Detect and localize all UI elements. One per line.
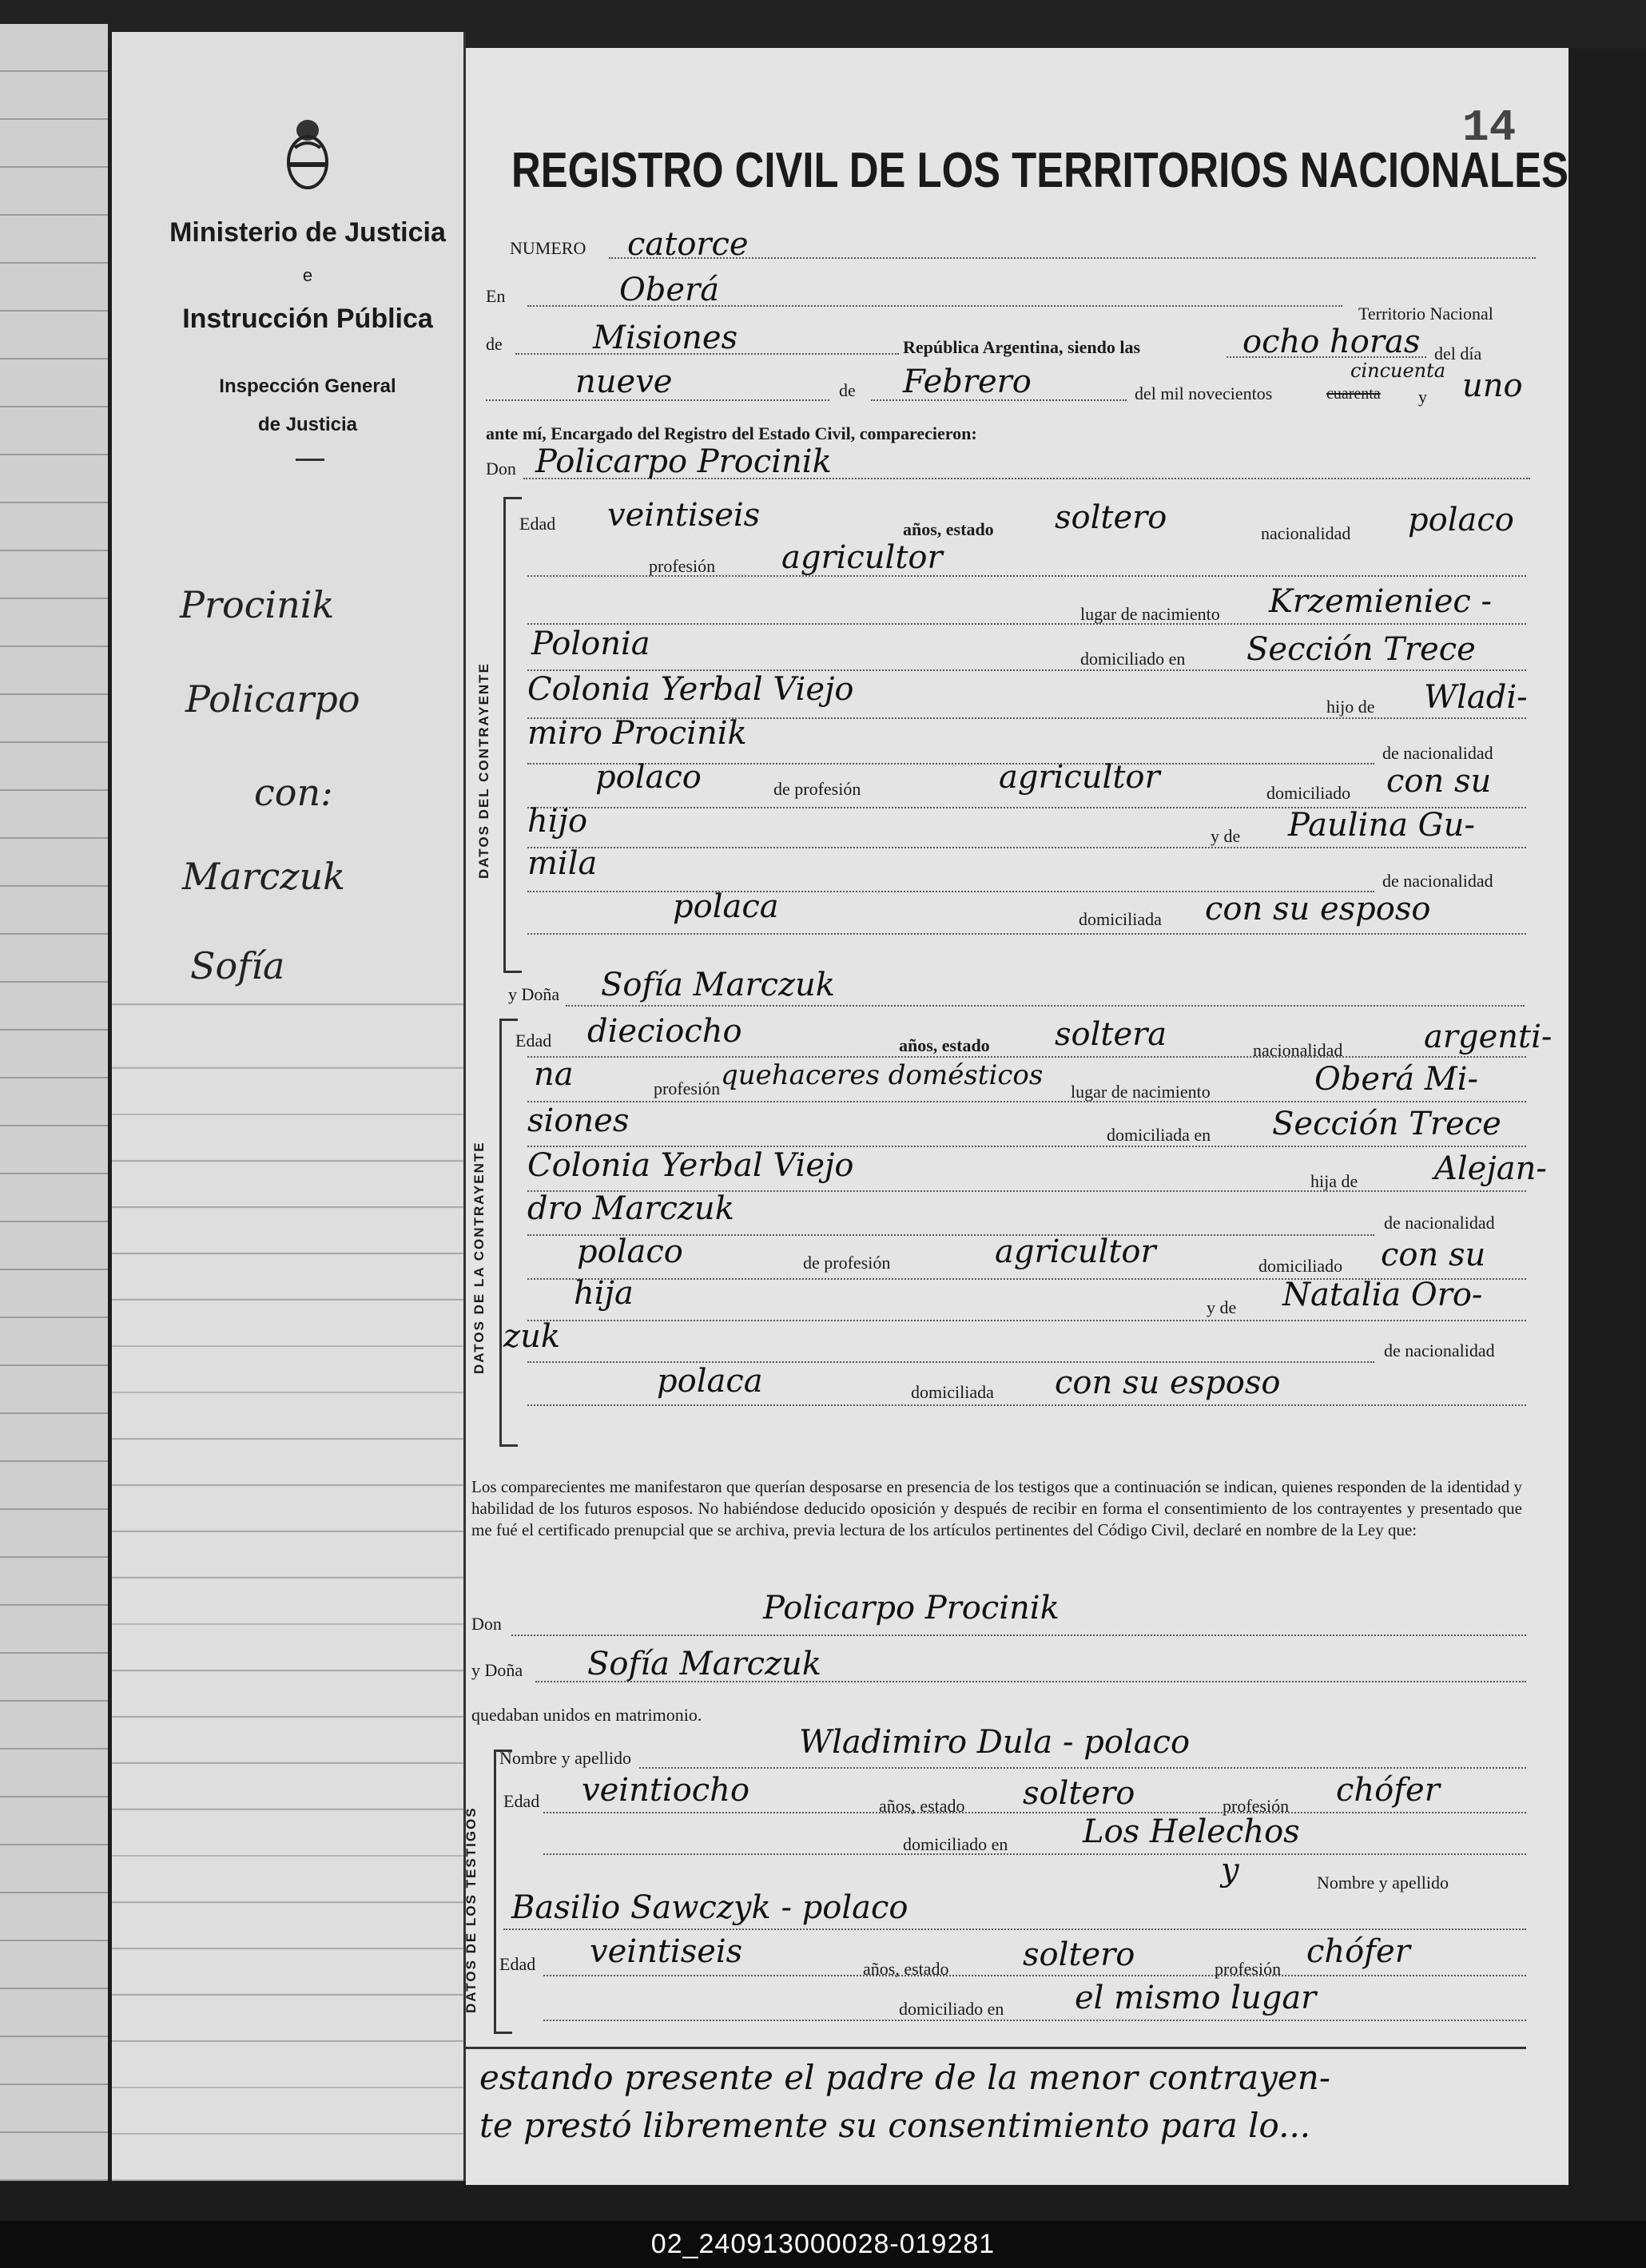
decl-don-value: Policarpo Procinik (763, 1590, 1060, 1627)
w2-name: Basilio Sawczyk - polaco (511, 1889, 908, 1926)
don-value: Policarpo Procinik (535, 443, 832, 480)
margin-note: con: (254, 771, 333, 814)
dia-value: nueve (575, 363, 673, 400)
w2-dom: el mismo lugar (1075, 1980, 1317, 2016)
w2-domic-line (543, 2020, 1526, 2021)
bride-domic-value2: Colonia Yerbal Viejo (527, 1147, 854, 1184)
ministry-divider (296, 459, 324, 461)
bride-padre-dom2: hija (574, 1275, 634, 1312)
groom-nac-label: nacionalidad (1261, 523, 1351, 543)
w1-nombre-line (639, 1767, 1526, 1769)
groom-domic-label: domiciliado en (1080, 649, 1186, 669)
image-filename: 02_240913000028-019281 (650, 2229, 996, 2259)
anio-value: uno (1462, 367, 1523, 404)
groom-padre-dom-label: domiciliado (1266, 783, 1351, 803)
margin-note: Sofía (190, 944, 285, 987)
bride-profesion-line (527, 1101, 1526, 1102)
groom-madre-value: Paulina Gu- (1288, 807, 1475, 844)
groom-madre-line (527, 847, 1526, 848)
groom-padre-nac-label: de nacionalidad (1382, 743, 1493, 763)
bride-edad-value: dieciocho (587, 1013, 742, 1050)
bride-nac-label: nacionalidad (1253, 1040, 1343, 1060)
bride-domic-label: domiciliada en (1107, 1125, 1211, 1145)
ministry-title: Ministerio de Justicia (169, 217, 446, 248)
cincuenta-note: cincuenta (1350, 359, 1446, 382)
groom-lugar-value: Krzemieniec - (1269, 583, 1493, 620)
bride-padre-prof: agricultor (995, 1233, 1156, 1270)
groom-madre-value2: mila (527, 845, 598, 882)
de-label: de (486, 334, 503, 354)
groom-padre-prof: agricultor (999, 759, 1160, 796)
decl-don-line (511, 1634, 1526, 1636)
bride-nac-value: argenti- (1424, 1019, 1553, 1055)
bride-profesion-label: profesión (654, 1078, 721, 1098)
groom-edad-label: Edad (519, 514, 556, 534)
bride-profesion-value: quehaceres domésticos (721, 1059, 1044, 1091)
groom-madre-nac-label: de nacionalidad (1382, 871, 1493, 891)
coat-of-arms-icon (284, 116, 332, 192)
note-divider (463, 2047, 1526, 2049)
bride-padre-dom-label: domiciliado (1258, 1256, 1343, 1276)
w2-edad: veintiseis (590, 1933, 743, 1970)
decl-dona-value: Sofía Marczuk (587, 1646, 822, 1682)
ante-mi-text: ante mí, Encargado del Registro del Estado Civil, comparecieron: (486, 423, 977, 443)
w1-dom: Los Helechos (1083, 1813, 1300, 1850)
groom-profesion-label: profesión (649, 556, 716, 576)
groom-domic-value: Sección Trece (1246, 631, 1476, 668)
decl-dona-label: y Doña (471, 1660, 523, 1680)
w2-estado: soltero (1023, 1936, 1135, 1973)
en-value: Oberá (619, 272, 720, 308)
cuarenta-struck: cuarenta (1326, 385, 1381, 403)
groom-padre-value2: miro Procinik (527, 715, 747, 752)
groom-madre-dom-label: domiciliada (1079, 909, 1162, 929)
declaration-text: Los comparecientes me manifestaron que querían desposarse en presencia de los testigos que a continuación se indican, quienes responden de la identidad y habilidad de los futuros esposos. No habiéndose deducido oposición y después de recibir en forma el consentimiento de los contrayentes y presentado que me fué el certificado prenupcial que se archiva, previa lectura de los artículos pertinentes del Código Civil, declaré en nombre de la Ley que: (471, 1477, 1522, 1539)
bride-madre-value: Natalia Oro- (1282, 1277, 1483, 1313)
territorio-label: Territorio Nacional (1358, 304, 1493, 324)
bride-domic-value: Sección Trece (1272, 1106, 1501, 1142)
bride-padre-dom: con su (1381, 1237, 1486, 1273)
inspection-subtitle: de Justicia (257, 414, 358, 435)
bride-side-label: DATOS DE LA CONTRAYENTE (471, 1141, 487, 1374)
w1-domic-line (543, 1853, 1526, 1855)
dona-line (566, 1005, 1525, 1007)
w1-prof: chófer (1336, 1772, 1440, 1809)
quedaban-text: quedaban unidos en matrimonio. (471, 1705, 702, 1725)
bride-padre-value: Alejan- (1434, 1150, 1547, 1187)
decl-dona-line (535, 1681, 1526, 1682)
groom-anos-label: años, estado (903, 519, 994, 539)
horas-value: ocho horas (1242, 324, 1421, 360)
bride-madre-dom: con su esposo (1055, 1364, 1281, 1401)
groom-padre-dom: con su (1386, 763, 1492, 800)
w1-edad-label: Edad (503, 1791, 540, 1811)
groom-lugar-value2: Polonia (531, 626, 650, 662)
w1-edad: veintiocho (582, 1772, 750, 1809)
groom-madre-nac: polaca (673, 888, 779, 925)
w1-estado: soltero (1023, 1775, 1135, 1812)
groom-padre-value: Wladi- (1424, 679, 1528, 716)
groom-lugar-label: lugar de nacimiento (1080, 604, 1220, 624)
mes-value: Febrero (903, 363, 1032, 400)
decl-don-label: Don (471, 1614, 502, 1634)
w2-domic-label: domiciliado en (899, 1999, 1004, 2019)
note-line-2: te prestó libremente su consentimiento para lo... (479, 2106, 1311, 2145)
w2-prof-label: profesión (1215, 1959, 1282, 1979)
w2-nombre-line (503, 1928, 1526, 1930)
groom-side-label: DATOS DEL CONTRAYENTE (476, 662, 491, 879)
groom-hijo-label: hijo de (1326, 697, 1375, 717)
bride-padre-prof-label: de profesión (803, 1253, 891, 1273)
del-dia-label: del día (1434, 344, 1482, 363)
bride-madre-nac-label: de nacionalidad (1384, 1341, 1495, 1360)
groom-padre-nac: polaco (595, 759, 702, 796)
bride-lugar-value2: siones (527, 1102, 630, 1139)
groom-profesion-line (527, 575, 1526, 577)
w2-prof: chófer (1306, 1933, 1410, 1970)
bride-madre-line (527, 1320, 1526, 1321)
inspection-title: Inspección General (219, 375, 396, 397)
dona-value: Sofía Marczuk (601, 967, 836, 1003)
y-mark: y (1221, 1852, 1239, 1889)
groom-padre-prof-label: de profesión (773, 779, 861, 799)
bride-estado-value: soltera (1055, 1016, 1167, 1053)
numero-value: catorce (627, 226, 749, 263)
numero-label: NUMERO (510, 238, 586, 258)
margin-note: Marczuk (182, 855, 346, 898)
groom-madre-dom: con su esposo (1205, 891, 1431, 927)
bride-madre-dom-label: domiciliada (911, 1382, 994, 1402)
margin-note: Policarpo (185, 677, 360, 721)
bride-edad-label: Edad (515, 1031, 552, 1051)
bride-y-de-label: y de (1207, 1297, 1237, 1317)
groom-nac-value: polaco (1408, 502, 1514, 538)
groom-profesion-value: agricultor (781, 539, 943, 576)
page-title: REGISTRO CIVIL DE LOS TERRITORIOS NACIONALES (511, 143, 1568, 198)
w2-nombre-label: Nombre y apellido (1317, 1873, 1449, 1893)
w2-edad-line (543, 1975, 1526, 1976)
w1-edad-line (543, 1812, 1526, 1813)
bride-anos-label: años, estado (899, 1035, 990, 1055)
w2-anos-label: años, estado (863, 1959, 949, 1979)
bride-madre-nac-line (527, 1361, 1374, 1363)
bride-madre-nac: polaca (657, 1363, 763, 1400)
groom-domic-value2: Colonia Yerbal Viejo (527, 671, 854, 708)
bride-hija-label: hija de (1310, 1171, 1358, 1191)
bride-edad-line (527, 1056, 1526, 1058)
bride-padre-value2: dro Marczuk (527, 1190, 734, 1227)
ministry-instruction: Instrucción Pública (182, 304, 433, 334)
bride-lugar-value: Oberá Mi- (1314, 1061, 1479, 1098)
w1-prof-label: profesión (1223, 1796, 1290, 1816)
bride-lugar-label: lugar de nacimiento (1071, 1082, 1211, 1102)
bride-madre-dom-line (527, 1404, 1526, 1406)
de2-label: de (839, 380, 856, 400)
w1-name: Wladimiro Dula - polaco (799, 1724, 1191, 1761)
ministry-conj: e (302, 265, 313, 285)
bride-padre-nac-label: de nacionalidad (1384, 1213, 1495, 1233)
groom-edad-value: veintiseis (607, 497, 761, 534)
en-label: En (486, 286, 506, 306)
republica-label: República Argentina, siendo las (903, 337, 1141, 357)
provincia-value: Misiones (593, 320, 738, 356)
groom-estado-value: soltero (1055, 499, 1167, 536)
bride-bracket (499, 1019, 518, 1447)
groom-madre-dom-line (527, 933, 1526, 935)
del-mil-label: del mil novecientos (1135, 383, 1273, 403)
w1-anos-label: años, estado (879, 1796, 965, 1816)
y-label: y (1418, 387, 1427, 407)
dona-label: y Doña (508, 984, 560, 1004)
w2-edad-label: Edad (499, 1954, 536, 1974)
note-line-1: estando presente el padre de la menor contrayen- (479, 2058, 1331, 2097)
w1-nombre-label: Nombre y apellido (499, 1748, 631, 1768)
margin-note: Procinik (180, 583, 335, 626)
groom-padre-dom2: hijo (527, 803, 588, 840)
bride-madre-value2: zuk (503, 1318, 561, 1355)
left-ledger-edge (0, 24, 108, 2181)
page-number: 14 (1462, 102, 1517, 153)
don-label: Don (486, 459, 516, 479)
groom-bracket (503, 497, 522, 973)
bride-nac-value2: na (534, 1056, 574, 1093)
witness-side-label: DATOS DE LOS TESTIGOS (463, 1806, 479, 2013)
bride-padre-nac: polaco (577, 1233, 683, 1270)
groom-lugar-line (527, 623, 1526, 625)
w1-domic-label: domiciliado en (903, 1834, 1008, 1854)
groom-y-de-label: y de (1211, 826, 1241, 846)
